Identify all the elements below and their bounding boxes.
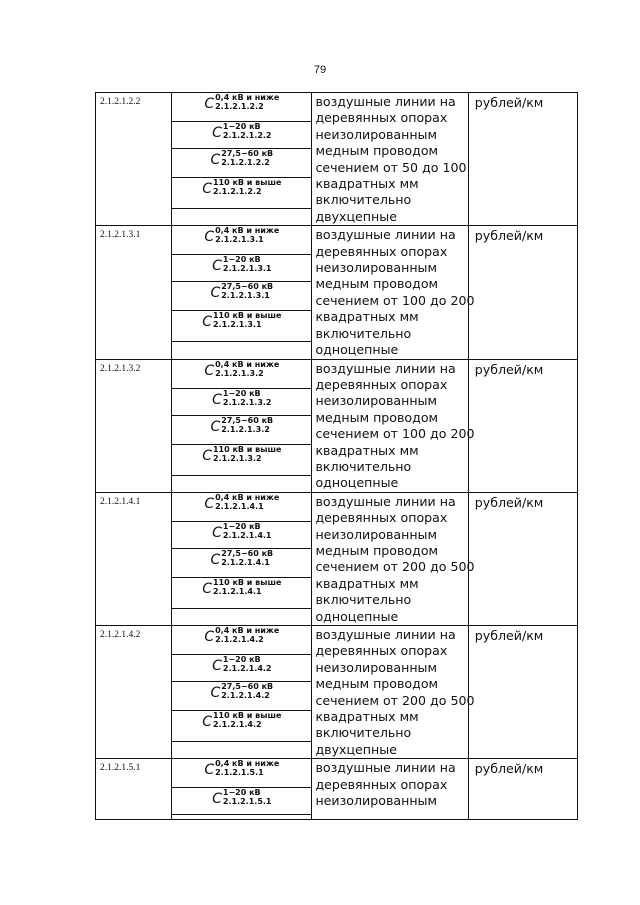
- symbol-voltage: 110 кВ и выше: [212, 311, 282, 321]
- symbol-index: 2.1.2.1.4.1: [215, 501, 264, 511]
- rate-symbol: [172, 626, 311, 655]
- code-cell: [96, 759, 172, 820]
- rate-symbol: [172, 493, 311, 522]
- symbol-indices: [215, 226, 279, 244]
- symbol-indices: [213, 178, 281, 196]
- symbol-voltage: 27,5−60 кВ: [221, 415, 274, 425]
- row-unit: рублей/км: [474, 361, 544, 377]
- unit-cell: [468, 626, 577, 759]
- description-line: деревянных опорах: [315, 376, 448, 392]
- description-line: включительно: [315, 458, 412, 474]
- symbol-indices: [215, 93, 279, 111]
- description-line: неизолированным: [315, 526, 437, 542]
- symbol-voltage: 1−20 кВ: [222, 655, 261, 664]
- description-line: неизолированным: [315, 126, 437, 142]
- symbol-letter: C: [210, 685, 221, 701]
- description-line: квадратных мм: [315, 575, 419, 591]
- symbol-indices: [223, 122, 272, 140]
- description-line: неизолированным: [315, 260, 437, 276]
- row-code: 2.1.2.1.4.2: [100, 630, 141, 640]
- description-line: медным проводом: [315, 542, 439, 558]
- rate-symbol: [172, 122, 311, 149]
- symbol-index: 2.1.2.1.4.1: [222, 530, 272, 540]
- symbol-index: 2.1.2.1.2.2: [221, 158, 270, 167]
- description-line: неизолированным: [315, 659, 437, 675]
- symbol-letter: C: [202, 580, 212, 597]
- row-unit: рублей/км: [474, 494, 544, 510]
- symbol-voltage: 0,4 кВ и ниже: [215, 492, 280, 502]
- symbol-letter: C: [210, 152, 221, 168]
- symbol-cell: [172, 626, 312, 759]
- symbol-voltage: 1−20 кВ: [222, 122, 261, 131]
- description-line: квадратных мм: [315, 309, 419, 325]
- symbol-letter: C: [202, 447, 212, 464]
- symbol-letter: C: [210, 418, 221, 435]
- symbol-letter: C: [212, 391, 222, 408]
- symbol-letter: C: [212, 658, 222, 674]
- row-description: [312, 493, 475, 625]
- table-row: [96, 759, 578, 820]
- symbol-index: 2.1.2.1.3.2: [222, 397, 272, 407]
- description-line: двухцепные: [315, 741, 397, 757]
- symbol-index: 2.1.2.1.4.2: [221, 691, 270, 700]
- description-line: сечением от 100 до 200: [315, 426, 475, 442]
- symbol-voltage: 0,4 кВ и ниже: [215, 359, 280, 369]
- symbol-cell: [172, 93, 312, 226]
- symbol-index: 2.1.2.1.4.2: [212, 720, 262, 729]
- symbol-cell: [172, 492, 312, 625]
- symbol-list: [172, 360, 311, 476]
- description-line: одноцепные: [315, 342, 399, 358]
- symbol-voltage: 27,5−60 кВ: [221, 149, 274, 158]
- symbol-indices: [221, 282, 273, 300]
- description-line: квадратных мм: [315, 176, 419, 192]
- rate-symbol: [172, 711, 311, 742]
- symbol-voltage: 0,4 кВ и ниже: [215, 93, 280, 102]
- rates-table: [95, 92, 578, 820]
- symbol-index: 2.1.2.1.5.1: [215, 768, 264, 778]
- rate-symbol: [172, 759, 311, 788]
- symbol-voltage: 27,5−60 кВ: [221, 682, 274, 691]
- description-line: неизолированным: [315, 793, 437, 809]
- symbol-index: 2.1.2.1.3.1: [215, 235, 264, 245]
- symbol-cell: [172, 226, 312, 359]
- symbol-indices: [215, 493, 279, 511]
- description-line: деревянных опорах: [315, 243, 448, 259]
- symbol-indices: [215, 360, 279, 378]
- table-row: [96, 626, 578, 759]
- unit-cell: [468, 226, 577, 359]
- symbol-voltage: 110 кВ и выше: [212, 577, 282, 587]
- rate-symbol: [172, 178, 311, 209]
- code-cell: [96, 93, 172, 226]
- symbol-voltage: 110 кВ и выше: [212, 178, 282, 187]
- symbol-index: 2.1.2.1.3.2: [215, 368, 264, 378]
- unit-cell: [468, 492, 577, 625]
- symbol-voltage: 27,5−60 кВ: [221, 548, 274, 558]
- description-line: сечением от 200 до 500: [315, 692, 475, 708]
- symbol-indices: [221, 549, 273, 567]
- description-line: сечением от 100 до 200: [315, 292, 475, 308]
- symbol-letter: C: [202, 181, 212, 197]
- symbol-index: 2.1.2.1.3.1: [222, 264, 272, 274]
- description-line: одноцепные: [315, 475, 399, 491]
- symbol-index: 2.1.2.1.4.2: [215, 635, 264, 644]
- symbol-cell: [172, 359, 312, 492]
- symbol-letter: C: [212, 258, 222, 275]
- rate-symbol: [172, 788, 311, 815]
- rate-symbol: [172, 655, 311, 682]
- symbol-index: 2.1.2.1.4.1: [221, 557, 270, 567]
- symbol-letter: C: [204, 96, 215, 112]
- symbol-letter: C: [202, 714, 212, 730]
- table-row: [96, 359, 578, 492]
- symbol-indices: [221, 682, 273, 700]
- symbol-index: 2.1.2.1.3.1: [212, 320, 262, 330]
- symbol-index: 2.1.2.1.3.2: [212, 453, 262, 463]
- rate-symbol: [172, 389, 311, 416]
- description-cell: [312, 492, 475, 625]
- unit-cell: [468, 759, 577, 820]
- symbol-voltage: 110 кВ и выше: [212, 444, 282, 454]
- rate-symbol: [172, 549, 311, 578]
- description-line: воздушные линии на: [315, 94, 456, 109]
- code-cell: [96, 226, 172, 359]
- row-code: 2.1.2.1.3.2: [100, 363, 141, 374]
- symbol-indices: [223, 655, 272, 673]
- description-line: деревянных опорах: [315, 776, 448, 792]
- rate-symbol: [172, 416, 311, 445]
- symbol-voltage: 0,4 кВ и ниже: [215, 759, 280, 769]
- symbol-letter: C: [204, 629, 215, 645]
- rate-symbol: [172, 311, 311, 342]
- rate-symbol: [172, 255, 311, 282]
- symbol-letter: C: [210, 285, 221, 302]
- description-line: квадратных мм: [315, 709, 419, 725]
- description-line: одноцепные: [315, 608, 399, 624]
- symbol-list: [172, 759, 311, 815]
- row-description: [312, 360, 475, 492]
- symbol-cell: [172, 759, 312, 820]
- row-code: 2.1.2.1.4.1: [100, 496, 141, 507]
- description-line: включительно: [315, 192, 412, 208]
- symbol-indices: [213, 445, 281, 463]
- rate-symbol: [172, 682, 311, 711]
- symbol-letter: C: [212, 524, 222, 541]
- description-line: воздушные линии на: [315, 627, 456, 642]
- symbol-voltage: 1−20 кВ: [222, 388, 261, 398]
- description-cell: [312, 93, 468, 226]
- description-line: воздушные линии на: [315, 360, 456, 376]
- description-cell: [312, 626, 475, 759]
- description-line: воздушные линии на: [315, 227, 456, 243]
- description-line: сечением от 200 до 500: [315, 559, 475, 575]
- code-cell: [96, 359, 172, 492]
- symbol-index: 2.1.2.1.5.1: [222, 797, 272, 807]
- symbol-indices: [223, 788, 272, 806]
- description-line: медным проводом: [315, 276, 439, 292]
- code-cell: [96, 626, 172, 759]
- symbol-index: 2.1.2.1.4.1: [212, 586, 262, 596]
- row-code: 2.1.2.1.2.2: [100, 97, 141, 107]
- symbol-index: 2.1.2.1.4.2: [222, 664, 272, 673]
- code-cell: [96, 492, 172, 625]
- symbol-voltage: 110 кВ и выше: [212, 711, 282, 720]
- row-unit: рублей/км: [474, 95, 544, 110]
- symbol-voltage: 1−20 кВ: [222, 788, 261, 798]
- description-line: деревянных опорах: [315, 643, 448, 659]
- symbol-indices: [213, 711, 281, 729]
- symbol-voltage: 0,4 кВ и ниже: [215, 626, 280, 635]
- unit-cell: [468, 93, 577, 226]
- table-row: [96, 492, 578, 625]
- symbol-index: 2.1.2.1.2.2: [215, 102, 264, 111]
- rate-symbol: [172, 522, 311, 549]
- rate-symbol: [172, 360, 311, 389]
- row-unit: рублей/км: [474, 761, 544, 777]
- symbol-indices: [223, 522, 272, 540]
- description-line: медным проводом: [315, 409, 439, 425]
- row-description: [312, 626, 475, 758]
- symbol-index: 2.1.2.1.2.2: [222, 131, 272, 140]
- description-line: воздушные линии на: [315, 493, 456, 509]
- row-description: [312, 93, 467, 225]
- description-cell: [312, 226, 475, 359]
- description-cell: [312, 759, 468, 820]
- description-line: квадратных мм: [315, 442, 419, 458]
- rate-symbol: [172, 445, 311, 476]
- rate-symbol: [172, 149, 311, 178]
- description-line: медным проводом: [315, 676, 439, 692]
- symbol-voltage: 1−20 кВ: [222, 255, 261, 265]
- row-unit: рублей/км: [474, 628, 544, 643]
- symbol-list: [172, 226, 311, 342]
- symbol-letter: C: [210, 551, 221, 568]
- symbol-letter: C: [212, 125, 222, 141]
- symbol-voltage: 1−20 кВ: [222, 521, 261, 531]
- symbol-list: [172, 93, 311, 209]
- description-line: воздушные линии на: [315, 760, 456, 776]
- symbol-voltage: 27,5−60 кВ: [221, 282, 274, 292]
- symbol-letter: C: [204, 362, 215, 379]
- rate-symbol: [172, 93, 311, 122]
- description-line: деревянных опорах: [315, 110, 448, 126]
- page-number: 79: [313, 64, 327, 76]
- symbol-letter: C: [202, 314, 212, 331]
- symbol-indices: [215, 759, 279, 777]
- rate-symbol: [172, 226, 311, 255]
- rates-table-body: [96, 93, 578, 820]
- symbol-letter: C: [204, 229, 215, 246]
- description-line: включительно: [315, 725, 412, 741]
- description-line: сечением от 50 до 100: [315, 159, 467, 175]
- symbol-letter: C: [204, 762, 215, 779]
- symbol-letter: C: [204, 495, 215, 512]
- symbol-letter: C: [212, 791, 222, 808]
- description-line: деревянных опорах: [315, 510, 448, 526]
- symbol-index: 2.1.2.1.3.2: [221, 424, 270, 434]
- table-row: [96, 93, 578, 226]
- description-cell: [312, 359, 475, 492]
- unit-cell: [468, 359, 577, 492]
- symbol-indices: [215, 626, 279, 644]
- description-line: медным проводом: [315, 143, 439, 159]
- row-code: 2.1.2.1.3.1: [100, 230, 141, 241]
- description-line: включительно: [315, 592, 412, 608]
- row-description: [312, 759, 467, 809]
- symbol-indices: [223, 255, 272, 273]
- symbol-indices: [221, 416, 273, 434]
- rate-symbol: [172, 578, 311, 609]
- rate-symbol: [172, 282, 311, 311]
- symbol-index: 2.1.2.1.2.2: [212, 187, 262, 196]
- symbol-indices: [221, 149, 273, 167]
- table-row: [96, 226, 578, 359]
- symbol-indices: [213, 311, 281, 329]
- row-code: 2.1.2.1.5.1: [100, 763, 141, 774]
- row-unit: рублей/км: [474, 228, 544, 244]
- description-line: двухцепные: [315, 208, 397, 224]
- symbol-voltage: 0,4 кВ и ниже: [215, 226, 280, 236]
- row-description: [312, 226, 475, 358]
- symbol-indices: [223, 389, 272, 407]
- symbol-list: [172, 493, 311, 609]
- description-line: включительно: [315, 325, 412, 341]
- symbol-index: 2.1.2.1.3.1: [221, 291, 270, 301]
- symbol-indices: [213, 578, 281, 596]
- description-line: неизолированным: [315, 393, 437, 409]
- symbol-list: [172, 626, 311, 742]
